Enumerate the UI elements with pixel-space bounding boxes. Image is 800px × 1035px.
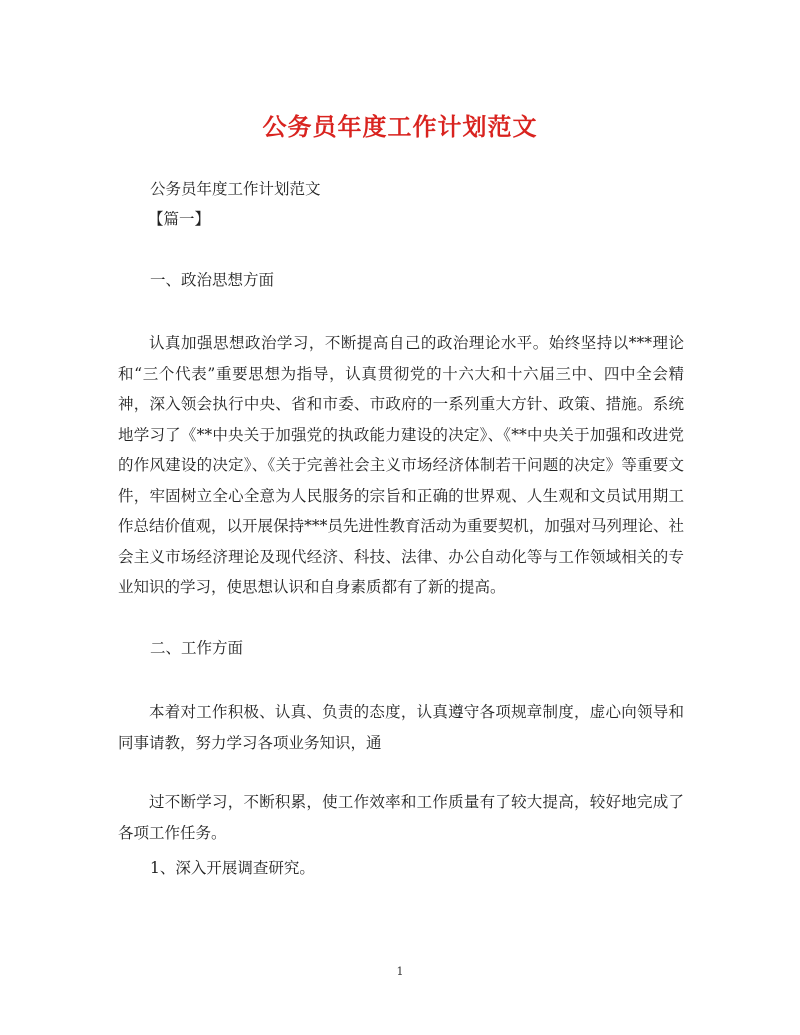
page-number: 1: [396, 965, 404, 978]
section-heading-work: 二、工作方面: [150, 639, 244, 657]
paragraph-work-attitude: 本着对工作积极、认真、负责的态度，认真遵守各项规章制度，虚心向领导和同事请教，努力学习各项业务知识，通: [118, 703, 684, 752]
section-heading-politics: 一、政治思想方面: [150, 271, 275, 289]
paragraph-politics: 认真加强思想政治学习，不断提高自己的政治理论水平。始终坚持以***理论和“三个代表”重要思想为指导，认真贯彻党的十六大和十六届三中、四中全会精神，深入领会执行中央、省和市委、市政府的一系列重大方针、政策、措施。系统地学习了《**中央关于加强党的执政能力建设的决定》、《**中央关于加强和改进党的作风建设的决定》、《关于完善社会主义市场经济体制若干问题的决定》等重要文件，牢固树立全心全意为人民服务的宗旨和正确的世界观、人生观和文员试用期工作总结价值观，以开展保持***员先进性教育活动为重要契机，加强对马列理论、社会主义市场经济理论及现代经济、科技、法律、办公自动化等与工作领域相关的专业知识的学习，使思想认识和自身素质都有了新的提高。: [118, 334, 684, 596]
list-item-research: 1、深入开展调查研究。: [150, 859, 315, 877]
paragraph-work-results: 过不断学习，不断积累，使工作效率和工作质量有了较大提高，较好地完成了各项工作任务。: [118, 793, 684, 842]
document-subtitle: 公务员年度工作计划范文: [150, 180, 321, 198]
part-label: 【篇一】: [148, 210, 211, 228]
document-title: 公务员年度工作计划范文: [262, 112, 538, 141]
